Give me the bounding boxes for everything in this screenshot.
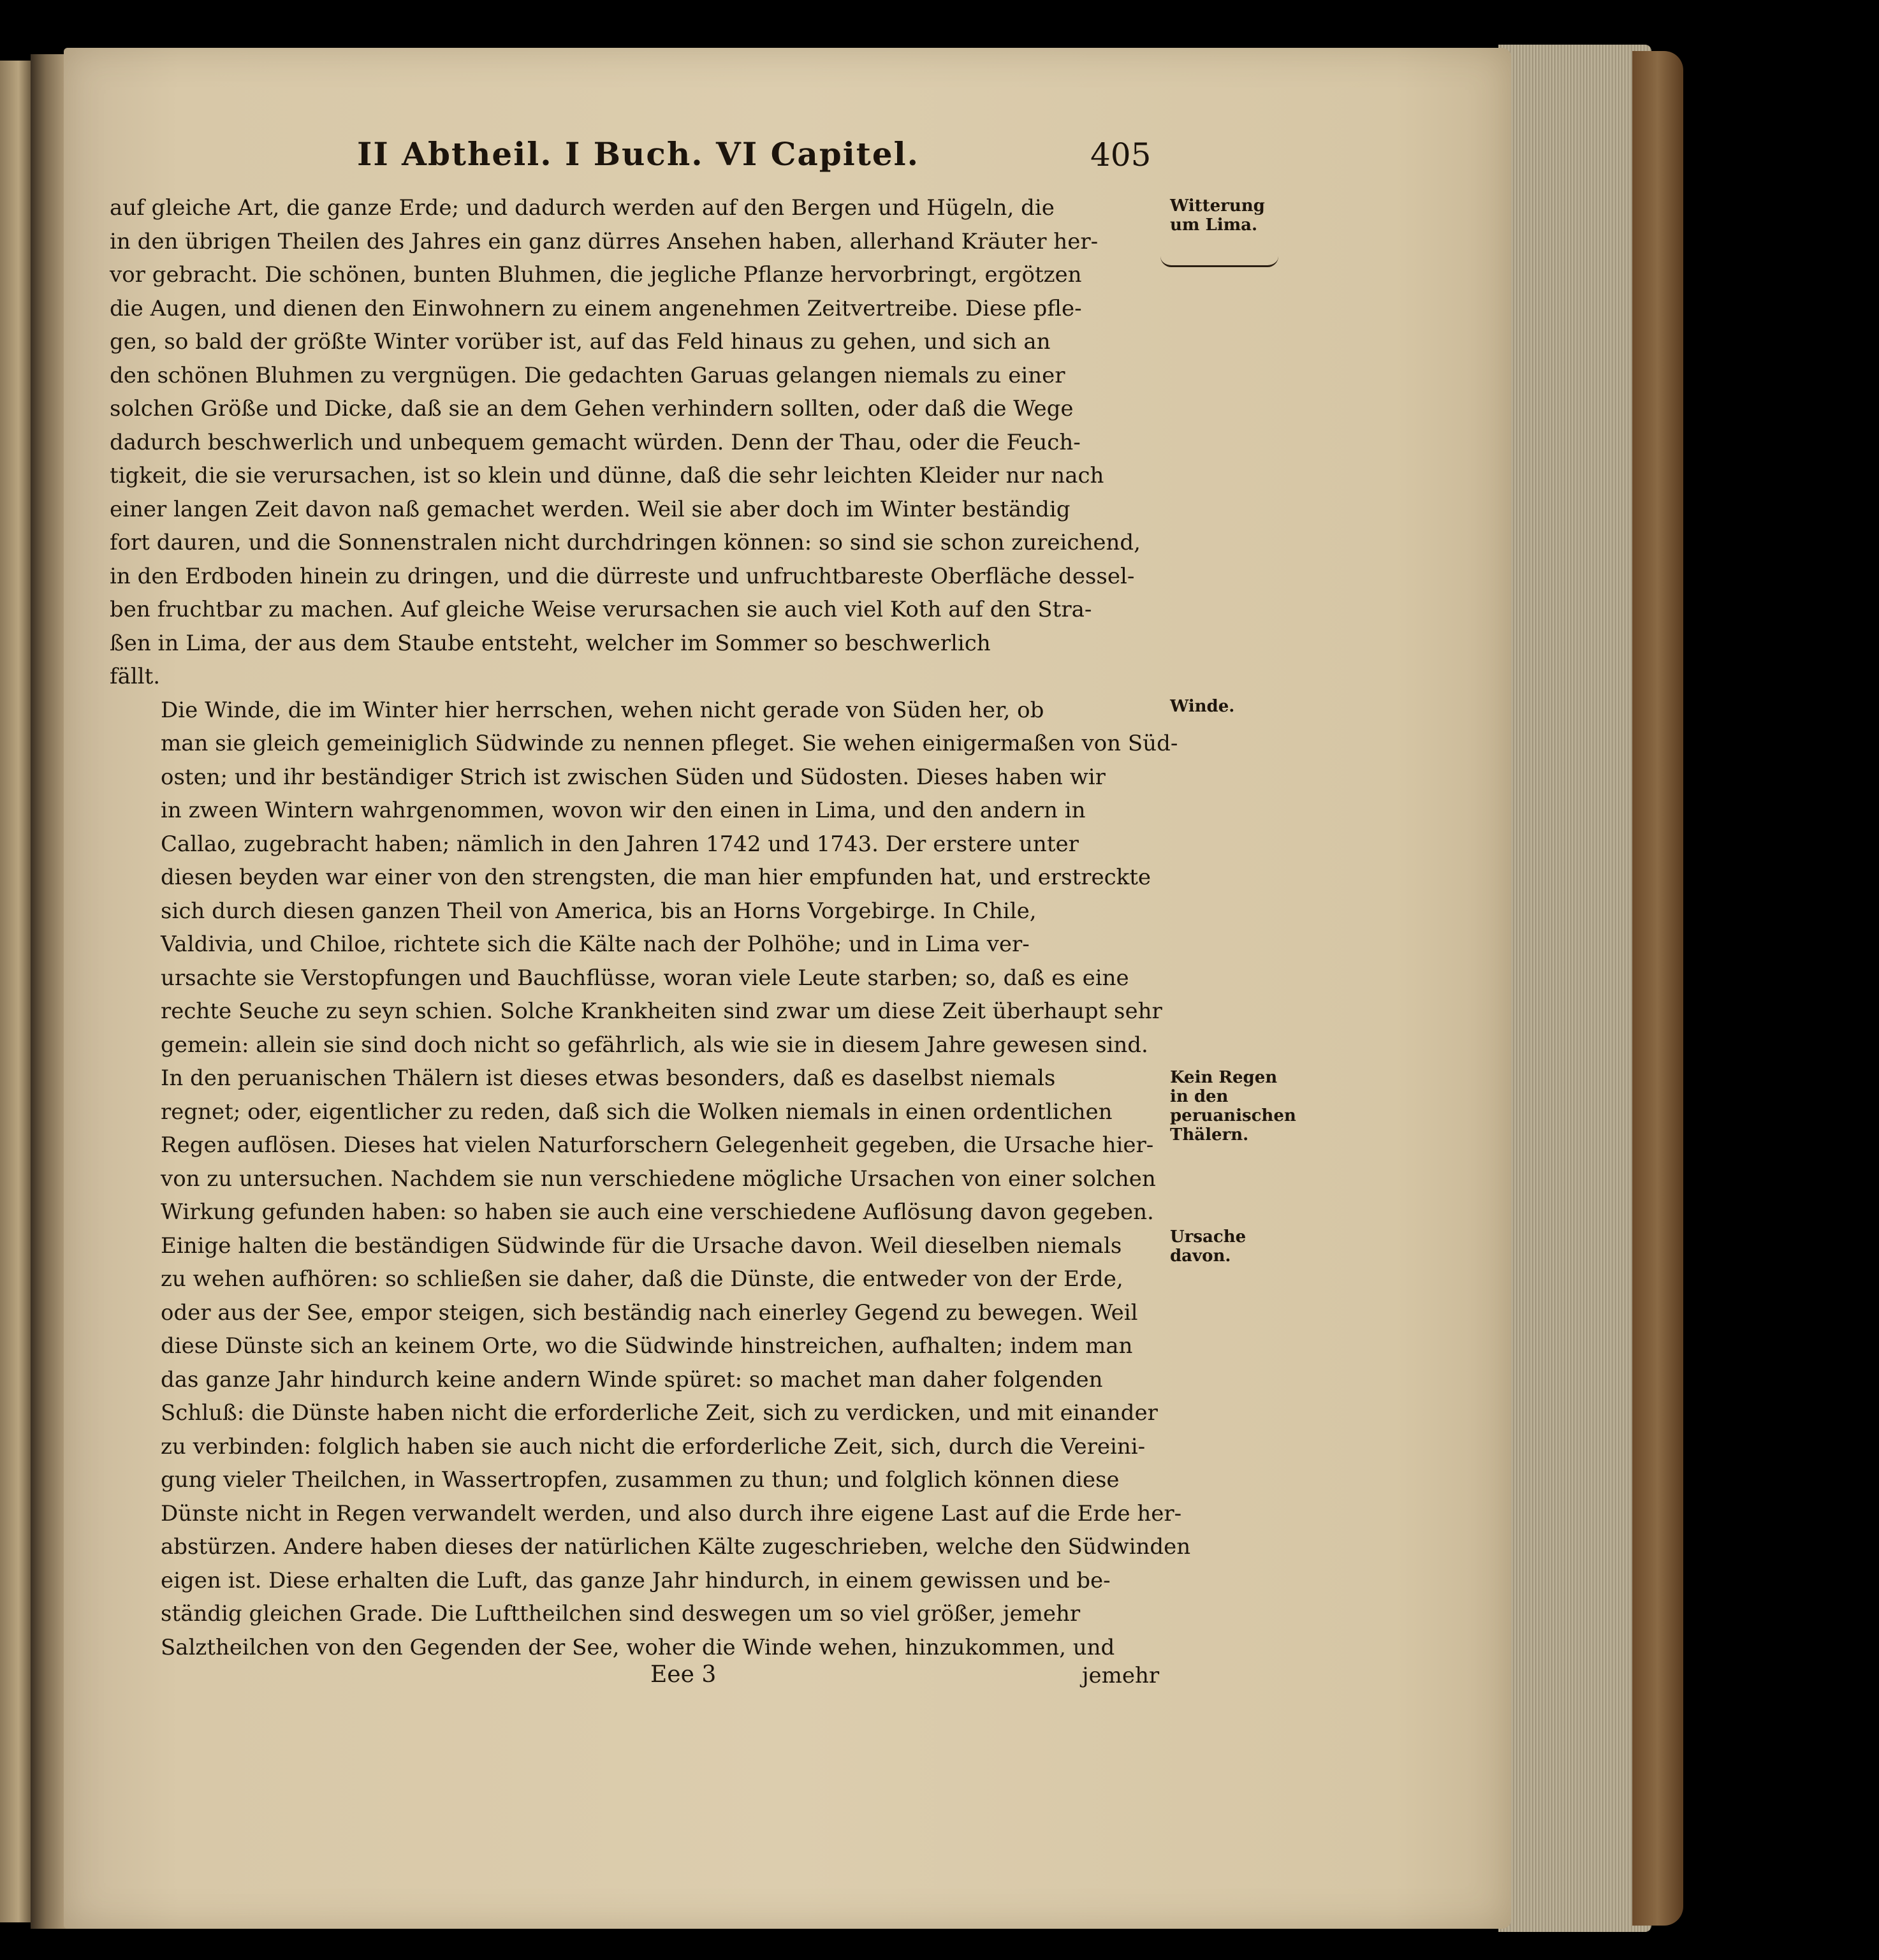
text-line: ständig gleichen Grade. Die Lufttheilchen sind deswegen um so viel größer, jemehr	[161, 1601, 1081, 1627]
text-line: Dünste nicht in Regen verwandelt werden, und also durch ihre eigene Last auf die Erde her-	[161, 1500, 1182, 1526]
text-line: ßen in Lima, der aus dem Staube entsteht, welcher im Sommer so beschwerlich	[110, 630, 991, 656]
text-line: Wirkung gefunden haben: so haben sie auch eine verschiedene Auflösung davon gegeben.	[161, 1199, 1154, 1225]
catchword: jemehr	[1082, 1663, 1160, 1688]
text-line: fällt.	[110, 664, 161, 689]
text-line: von zu untersuchen. Nachdem sie nun verschiedene mögliche Ursachen von einer solchen	[161, 1166, 1156, 1192]
margin-note-witterung: Witterung um Lima.	[1170, 196, 1265, 235]
text-line: Schluß: die Dünste haben nicht die erforderliche Zeit, sich zu verdicken, und mit einander	[161, 1400, 1158, 1426]
text-line: in zween Wintern wahrgenommen, wovon wir den einen in Lima, und den andern in	[161, 798, 1086, 823]
text-line: in den übrigen Theilen des Jahres ein ganz dürres Ansehen haben, allerhand Kräuter her-	[110, 228, 1099, 254]
text-line: ursachte sie Verstopfungen und Bauchflüsse, woran viele Leute starben; so, daß es eine	[161, 965, 1129, 991]
text-line: oder aus der See, empor steigen, sich beständig nach einerley Gegend zu bewegen. Weil	[161, 1299, 1138, 1326]
text-line: zu wehen aufhören: so schließen sie daher, daß die Dünste, die entweder von der Erde,	[161, 1266, 1123, 1292]
text-line: das ganze Jahr hindurch keine andern Winde spüret: so machet man daher folgenden	[161, 1366, 1103, 1393]
text-line: auf gleiche Art, die ganze Erde; und dadurch werden auf den Bergen und Hügeln, die	[110, 195, 1055, 221]
paragraph-1	[110, 191, 1155, 694]
text-line: Callao, zugebracht haben; nämlich in den Jahren 1742 und 1743. Der erstere unter	[161, 831, 1079, 857]
page-number: 405	[1090, 136, 1152, 173]
text-line: In den peruanischen Thälern ist dieses etwas besonders, daß es daselbst niemals	[161, 1065, 1056, 1091]
book-gutter	[31, 54, 69, 1929]
text-line: solchen Größe und Dicke, daß sie an dem Gehen verhindern sollten, oder daß die Wege	[110, 396, 1074, 421]
text-line: ben fruchtbar zu machen. Auf gleiche Weise verursachen sie auch viel Koth auf den Stra-	[110, 597, 1092, 622]
text-line: Valdivia, und Chiloe, richtete sich die Kälte nach der Polhöhe; und in Lima ver-	[161, 932, 1030, 957]
text-line: abstürzen. Andere haben dieses der natürlichen Kälte zugeschrieben, welche den Südwinden	[161, 1534, 1191, 1560]
body-text	[110, 191, 1191, 1664]
text-line: Einige halten die beständigen Südwinde für die Ursache davon. Weil dieselben niemals	[161, 1232, 1122, 1259]
text-line: sich durch diesen ganzen Theil von America, bis an Horns Vorgebirge. In Chile,	[161, 898, 1037, 924]
running-head: II Abtheil. I Buch. VI Capitel.	[357, 135, 920, 173]
text-line: die Augen, und dienen den Einwohnern zu einem angenehmen Zeitvertreibe. Diese pfle-	[110, 295, 1082, 321]
text-line: gung vieler Theilchen, in Wassertropfen, zusammen zu thun; und folglich können diese	[161, 1467, 1120, 1493]
text-line: diese Dünste sich an keinem Orte, wo die Südwinde hinstreichen, aufhalten; indem man	[161, 1333, 1133, 1359]
text-line: den schönen Bluhmen zu vergnügen. Die gedachten Garuas gelangen niemals zu einer	[110, 362, 1065, 388]
signature-mark: Eee 3	[650, 1662, 717, 1688]
text-line: dadurch beschwerlich und unbequem gemacht würden. Denn der Thau, oder die Feuch-	[110, 429, 1081, 455]
text-line: man sie gleich gemeiniglich Südwinde zu nennen pfleget. Sie wehen einigermaßen von Süd-	[161, 731, 1178, 756]
text-line: Regen auflösen. Dieses hat vielen Naturforschern Gelegenheit gegeben, die Ursache hier-	[161, 1132, 1154, 1158]
text-line: zu verbinden: folglich haben sie auch nicht die erforderliche Zeit, sich, durch die Vereini-	[161, 1433, 1146, 1459]
page-fore-edge	[1498, 45, 1651, 1932]
facing-page-edge	[0, 61, 31, 1922]
text-line: regnet; oder, eigentlicher zu reden, daß sich die Wolken niemals in einen ordentlichen	[161, 1099, 1113, 1125]
text-line: osten; und ihr beständiger Strich ist zwischen Süden und Südosten. Dieses haben wir	[161, 764, 1106, 790]
text-line: Salztheilchen von den Gegenden der See, woher die Winde wehen, hinzukommen, und	[161, 1634, 1115, 1660]
text-line: eigen ist. Diese erhalten die Luft, das ganze Jahr hindurch, in einem gewissen und be-	[161, 1567, 1111, 1593]
text-line: einer langen Zeit davon naß gemachet werden. Weil sie aber doch im Winter beständig	[110, 496, 1071, 522]
text-line: diesen beyden war einer von den strengsten, die man hier empfunden hat, und erstreckte	[161, 865, 1152, 890]
text-line: tigkeit, die sie verursachen, ist so klein und dünne, daß die sehr leichten Kleider nur nach	[110, 463, 1104, 488]
text-line: vor gebracht. Die schönen, bunten Bluhmen, die jegliche Pflanze hervorbringt, ergötzen	[110, 262, 1082, 288]
margin-brace	[1160, 256, 1278, 267]
leather-cover-edge	[1632, 51, 1683, 1926]
text-line: Die Winde, die im Winter hier herrschen, wehen nicht gerade von Süden her, ob	[161, 697, 1044, 723]
paragraph-3	[110, 1062, 1191, 1664]
margin-note-winde: Winde.	[1170, 697, 1235, 716]
margin-note-ursache: Ursache davon.	[1170, 1227, 1247, 1266]
margin-note-kein-regen: Kein Regen in den peruanischen Thälern.	[1170, 1068, 1296, 1145]
text-line: gen, so bald der größte Winter vorüber ist, auf das Feld hinaus zu gehen, und sich an	[110, 329, 1051, 355]
text-line: rechte Seuche zu seyn schien. Solche Krankheiten sind zwar um diese Zeit überhaupt sehr	[161, 998, 1162, 1024]
text-line: in den Erdboden hinein zu dringen, und die dürreste und unfruchtbareste Oberfläche dessel-	[110, 563, 1135, 589]
paragraph-2	[110, 694, 1178, 1062]
text-line: fort dauren, und die Sonnenstralen nicht durchdringen können: so sind sie schon zureichend,	[110, 530, 1141, 555]
text-line: gemein: allein sie sind doch nicht so gefährlich, als wie sie in diesem Jahre gewesen sind.	[161, 1032, 1148, 1058]
